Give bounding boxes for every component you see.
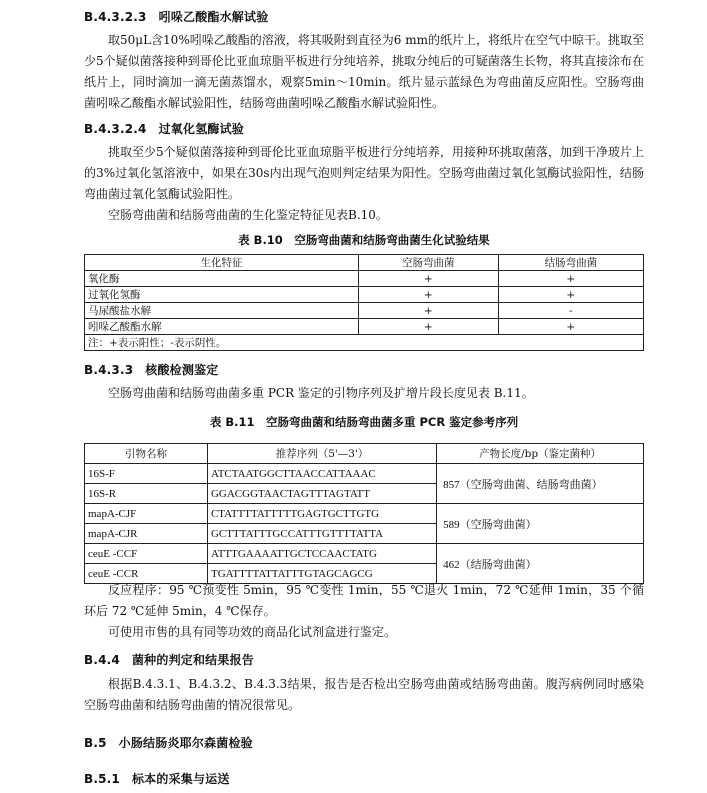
table-row xyxy=(85,287,644,303)
section-title: 吲哚乙酸酯水解试验 xyxy=(158,10,269,24)
table-cell: + xyxy=(358,303,498,319)
primer-name: mapA-CJR xyxy=(85,524,208,544)
heading-b4324 xyxy=(84,120,244,137)
paragraph-text: 反应程序：95 ℃预变性 5min，95 ℃变性 1min，55 ℃退火 1min，72 ℃延伸 1min，35 个循环后 72 ℃延伸 5min，4 ℃保存。 xyxy=(84,583,644,618)
table-row xyxy=(85,464,644,484)
section-number: B.5.1 xyxy=(84,772,120,786)
table-header-row xyxy=(85,444,644,464)
table-cell: 过氧化氢酶 xyxy=(85,287,359,303)
column-header: 结肠弯曲菌 xyxy=(498,255,643,271)
product-length: 857（空肠弯曲菌、结肠弯曲菌） xyxy=(437,464,644,504)
section-number: B.4.3.2.3 xyxy=(84,10,147,24)
section-title: 菌种的判定和结果报告 xyxy=(131,653,254,667)
heading-b4323 xyxy=(84,8,268,25)
table-cell: 吲哚乙酸酯水解 xyxy=(85,319,359,335)
product-length: 589（空肠弯曲菌） xyxy=(437,504,644,544)
column-header: 引物名称 xyxy=(85,444,208,464)
paragraph-text: 可使用市售的具有同等功效的商品化试剂盒进行鉴定。 xyxy=(108,625,397,639)
column-header: 空肠弯曲菌 xyxy=(358,255,498,271)
paragraph-text: 空肠弯曲菌和结肠弯曲菌多重 PCR 鉴定的引物序列及扩增片段长度见表 B.11。 xyxy=(108,386,534,400)
table-header-row xyxy=(85,255,644,271)
paragraph-text: 根据B.4.3.1、B.4.3.2、B.4.3.3结果，报告是否检出空肠弯曲菌或结肠弯曲菌。腹泻病例同时感染空肠弯曲菌和结肠弯曲菌的情况很常见。 xyxy=(84,677,644,712)
table-row xyxy=(85,504,644,524)
table-cell: + xyxy=(498,319,643,335)
primer-sequence: CTATTTTATTTTTGAGTGCTTGTG xyxy=(207,504,436,524)
paragraph-reaction-program xyxy=(84,580,644,643)
section-number: B.4.3.3 xyxy=(84,363,134,377)
heading-b51 xyxy=(84,770,230,787)
table-b10-caption: 表 B.10 空肠弯曲菌和结肠弯曲菌生化试验结果 xyxy=(238,233,490,247)
section-title: 过氧化氢酶试验 xyxy=(158,122,244,136)
section-title: 标本的采集与运送 xyxy=(131,772,230,786)
table-cell: + xyxy=(358,319,498,335)
section-number: B.5 xyxy=(84,736,107,750)
primer-sequence: GGACGGTAACTAGTTTAGTATT xyxy=(207,484,436,504)
table-row xyxy=(85,544,644,564)
table-row xyxy=(85,319,644,335)
column-header: 产物长度/bp（鉴定菌种） xyxy=(437,444,644,464)
table-cell: + xyxy=(358,271,498,287)
section-title: 核酸检测鉴定 xyxy=(145,363,219,377)
paragraph-text: 空肠弯曲菌和结肠弯曲菌的生化鉴定特征见表B.10。 xyxy=(108,208,388,222)
paragraph-catalase xyxy=(84,142,644,226)
heading-b44 xyxy=(84,651,254,668)
table-row xyxy=(85,271,644,287)
primer-sequence: ATTTGAAAATTGCTCCAACTATG xyxy=(207,544,436,564)
primer-name: ceuE -CCF xyxy=(85,544,208,564)
table-cell: + xyxy=(358,287,498,303)
section-number: B.4.4 xyxy=(84,653,120,667)
section-number: B.4.3.2.4 xyxy=(84,122,147,136)
primer-sequence: ATCTAATGGCTTAACCATTAAAC xyxy=(207,464,436,484)
table-cell: + xyxy=(498,287,643,303)
primer-name: mapA-CJF xyxy=(85,504,208,524)
table-cell: 马尿酸盐水解 xyxy=(85,303,359,319)
table-note-row xyxy=(85,335,644,351)
paragraph-text: 挑取至少5个疑似菌落接种到哥伦比亚血琼脂平板进行分纯培养，用接种环挑取菌落，加到干净玻片上的3%过氧化氢溶液中，如果在30s内出现气泡则判定结果为阳性。空肠弯曲菌过氧化氢酶试验阳性，结肠弯曲菌过氧化氢酶试验阳性。 xyxy=(84,145,645,201)
table-note: 注：+表示阳性；-表示阴性。 xyxy=(85,335,644,351)
table-cell: + xyxy=(498,271,643,287)
table-cell: 氧化酶 xyxy=(85,271,359,287)
heading-b5 xyxy=(84,734,253,751)
primer-name: 16S-R xyxy=(85,484,208,504)
table-row xyxy=(85,303,644,319)
table-cell: - xyxy=(498,303,643,319)
column-header: 推荐序列（5'—3'） xyxy=(207,444,436,464)
paragraph-pcr-intro xyxy=(84,383,644,404)
primer-sequence: GCTTTATTTGCCATTTGTTTTATTA xyxy=(207,524,436,544)
paragraph-report xyxy=(84,674,644,716)
paragraph-text: 取50μL含10%吲哚乙酸酯的溶液，将其吸附到直径为6 mm的纸片上，将纸片在空气中晾干。挑取至少5个疑似菌落接种到哥伦比亚血琼脂平板进行分纯培养，挑取分纯后的可疑菌落生长物，将其直接涂布在纸片上，同时滴加一滴无菌蒸馏水，观察5min～10min。纸片显示蓝绿色为弯曲菌反应阳性。空肠弯曲菌吲哚乙酸酯水解试验阳性，结肠弯曲菌吲哚乙酸酯水解试验阳性。 xyxy=(84,33,644,110)
primer-name: ceuE -CCR xyxy=(85,564,208,584)
heading-b433 xyxy=(84,361,218,378)
table-b11 xyxy=(84,443,644,584)
primer-name: 16S-F xyxy=(85,464,208,484)
table-b11-caption: 表 B.11 空肠弯曲菌和结肠弯曲菌多重 PCR 鉴定参考序列 xyxy=(209,415,519,429)
table-b10 xyxy=(84,254,644,351)
column-header: 生化特征 xyxy=(85,255,359,271)
product-length: 462（结肠弯曲菌） xyxy=(437,544,644,584)
paragraph-indole xyxy=(84,30,644,114)
primer-sequence: TGATTTTATTATTTGTAGCAGCG xyxy=(207,564,436,584)
section-title: 小肠结肠炎耶尔森菌检验 xyxy=(118,736,253,750)
